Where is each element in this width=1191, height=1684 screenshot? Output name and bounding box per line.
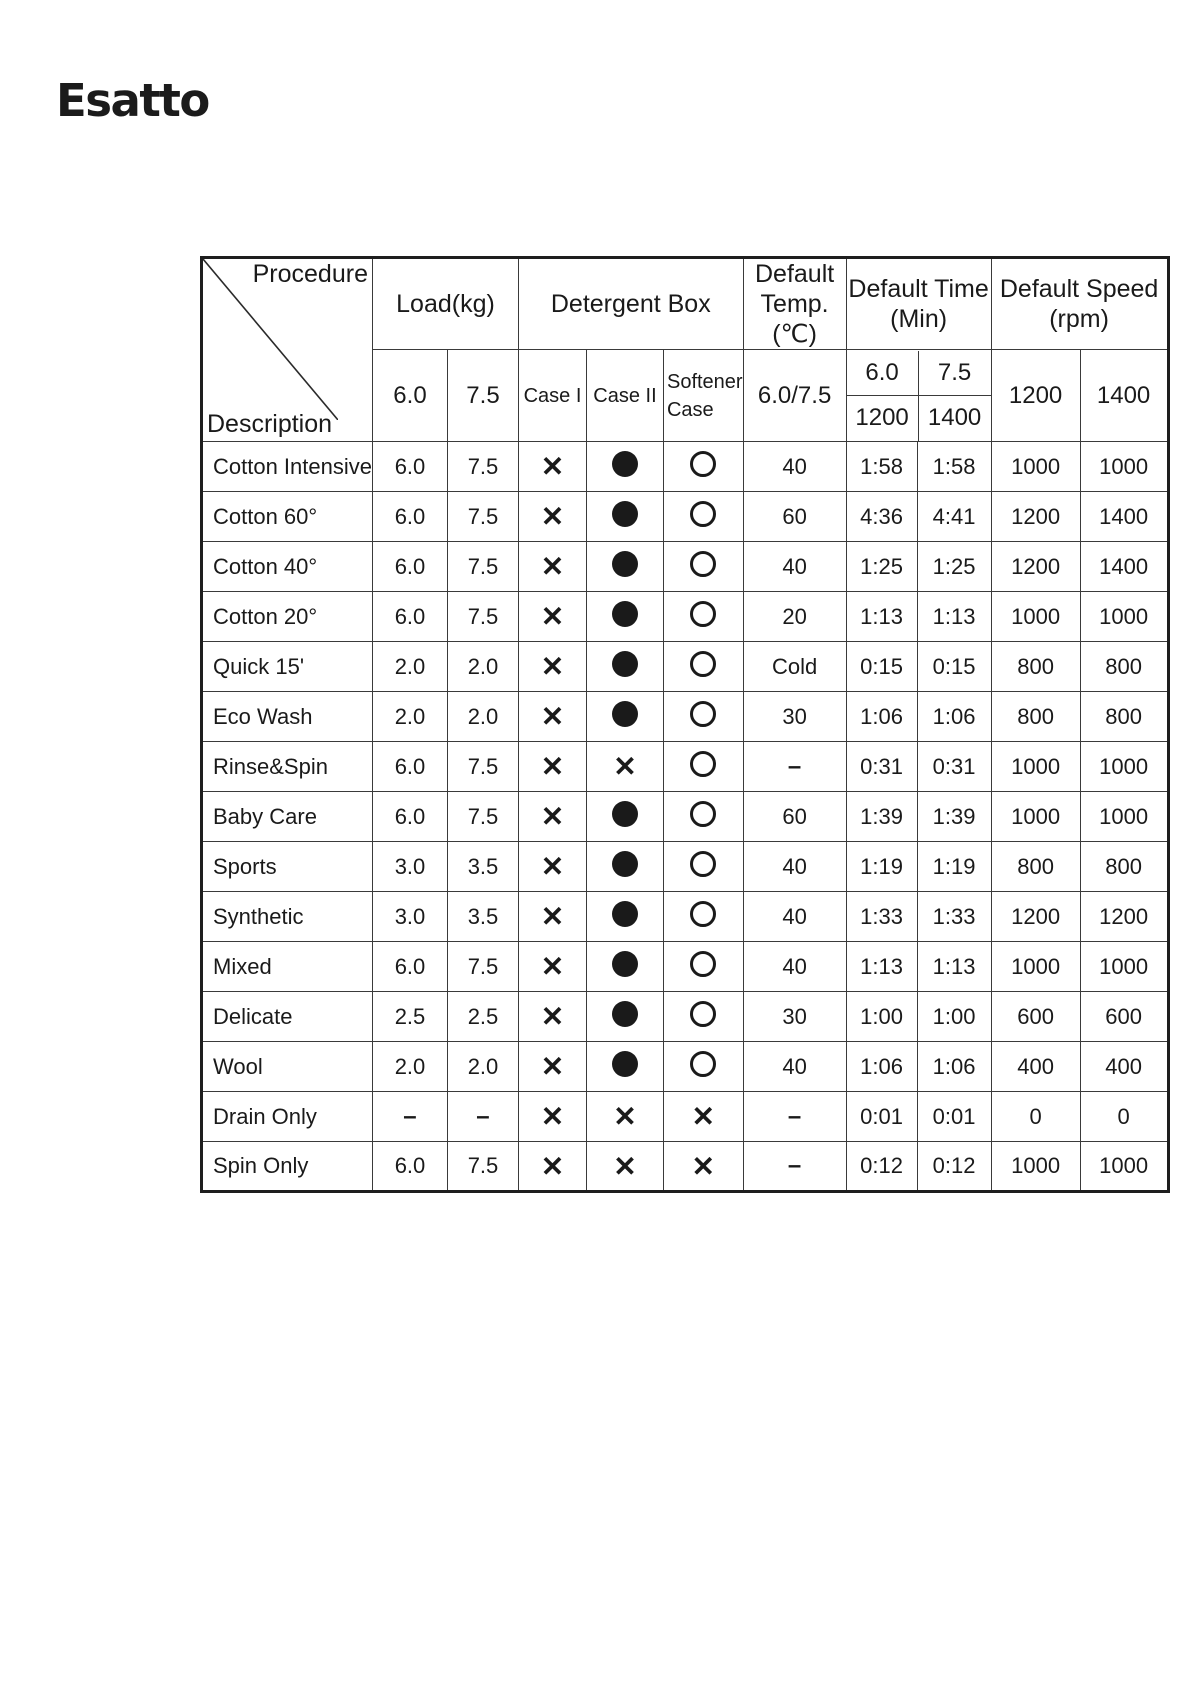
time75-cell: 1:19 (917, 842, 991, 892)
softener-cell (663, 742, 743, 792)
cross-icon: ✕ (540, 1150, 565, 1182)
program-name-cell: Cotton 20° (202, 592, 373, 642)
time60-cell: 1:19 (846, 842, 917, 892)
program-name-cell: Cotton Intensive (202, 442, 373, 492)
cross-icon: ✕ (540, 1051, 565, 1082)
softener-cell (663, 1092, 743, 1142)
cross-icon: ✕ (540, 751, 565, 782)
temp-cell: 30 (743, 692, 846, 742)
case2-cell (586, 742, 663, 792)
time60-cell: 1:13 (846, 592, 917, 642)
hollow-circle-icon (690, 701, 716, 727)
program-table (200, 256, 1170, 1193)
hollow-circle-icon (690, 1001, 716, 1027)
softener-header (663, 350, 743, 442)
temp-cell: 40 (743, 442, 846, 492)
load75-cell: 2.0 (447, 642, 518, 692)
load60-cell: 2.0 (372, 692, 447, 742)
cross-icon: ✕ (540, 451, 565, 482)
detergent-box-header: Detergent Box (518, 258, 743, 350)
time60-cell: 1:33 (846, 892, 917, 942)
filled-circle-icon (612, 851, 638, 877)
case2-cell (586, 842, 663, 892)
speed1200-cell: 1200 (991, 492, 1080, 542)
time-subheader-table (847, 351, 991, 441)
time75-cell: 0:12 (917, 1142, 991, 1192)
temp-cell: 40 (743, 892, 846, 942)
table-row (202, 1092, 1169, 1142)
program-table-wrapper (200, 256, 1170, 1193)
time60-cell: 0:01 (846, 1092, 917, 1142)
case2-cell (586, 642, 663, 692)
time75-cell: 1:13 (917, 942, 991, 992)
time-75-header: 7.5 (918, 351, 991, 396)
time75-cell: 4:41 (917, 492, 991, 542)
load75-cell: 7.5 (447, 792, 518, 842)
load60-cell: – (372, 1092, 447, 1142)
program-name-cell: Baby Care (202, 792, 373, 842)
filled-circle-icon (612, 951, 638, 977)
program-rows (202, 442, 1169, 1192)
cross-icon: ✕ (540, 1101, 565, 1132)
temp-cell: 40 (743, 1042, 846, 1092)
softener-cell (663, 492, 743, 542)
load-header: Load(kg) (372, 258, 518, 350)
time60-cell: 1:00 (846, 992, 917, 1042)
case2-cell (586, 1092, 663, 1142)
default-speed-header (991, 258, 1168, 350)
softener-line2: Case (666, 398, 714, 421)
hollow-circle-icon (690, 551, 716, 577)
cross-icon: ✕ (691, 1101, 716, 1132)
load75-cell: 7.5 (447, 592, 518, 642)
speed1400-cell: 1400 (1080, 492, 1168, 542)
cross-icon: ✕ (613, 751, 637, 782)
temp-cell: – (743, 1142, 846, 1192)
time75-cell: 0:31 (917, 742, 991, 792)
case1-cell (518, 642, 586, 692)
case1-cell (518, 842, 586, 892)
speed1400-cell: 600 (1080, 992, 1168, 1042)
load60-cell: 6.0 (372, 742, 447, 792)
time75-cell: 1:39 (917, 792, 991, 842)
speed1200-cell: 800 (991, 642, 1080, 692)
speed1200-cell: 1000 (991, 442, 1080, 492)
softener-cell (663, 642, 743, 692)
case2-cell (586, 692, 663, 742)
time-75-rpm-header: 1400 (927, 404, 982, 432)
load75-cell: 7.5 (447, 442, 518, 492)
time-60-rpm-header: 1200 (847, 396, 919, 441)
speed1200-cell: 1000 (991, 942, 1080, 992)
program-name-cell: Spin Only (202, 1142, 373, 1192)
softener-cell (663, 792, 743, 842)
table-row (202, 592, 1169, 642)
case1-cell (518, 692, 586, 742)
time60-cell: 1:13 (846, 942, 917, 992)
table-row (202, 992, 1169, 1042)
program-name-cell: Synthetic (202, 892, 373, 942)
time60-cell: 1:25 (846, 542, 917, 592)
hollow-circle-icon (690, 851, 716, 877)
load75-cell: 7.5 (447, 942, 518, 992)
case1-cell (518, 1042, 586, 1092)
speed1400-cell: 1200 (1080, 892, 1168, 942)
load75-cell: 7.5 (447, 742, 518, 792)
case2-cell (586, 442, 663, 492)
default-time-line2: (Min) (890, 305, 948, 333)
default-time-header (846, 258, 991, 350)
softener-cell (663, 692, 743, 742)
table-row (202, 492, 1169, 542)
filled-circle-icon (612, 601, 638, 627)
softener-cell (663, 1042, 743, 1092)
brand-logo: Esatto (56, 74, 209, 127)
speed1200-cell: 1000 (991, 1142, 1080, 1192)
time75-cell: 0:15 (917, 642, 991, 692)
description-label: Description (207, 410, 333, 438)
load75-cell: 3.5 (447, 892, 518, 942)
load60-cell: 2.5 (372, 992, 447, 1042)
time60-cell: 1:06 (846, 692, 917, 742)
cross-icon: ✕ (540, 701, 565, 732)
speed1200-cell: 1000 (991, 792, 1080, 842)
load60-cell: 3.0 (372, 892, 447, 942)
cross-icon: ✕ (613, 1101, 637, 1132)
case2-cell (586, 892, 663, 942)
filled-circle-icon (612, 701, 638, 727)
time75-cell: 1:33 (917, 892, 991, 942)
time75-cell: 1:13 (917, 592, 991, 642)
case1-header: Case I (518, 350, 586, 442)
time75-cell: 1:06 (917, 692, 991, 742)
cross-icon: ✕ (540, 851, 565, 882)
softener-cell (663, 442, 743, 492)
load75-cell: 7.5 (447, 492, 518, 542)
case1-cell (518, 892, 586, 942)
case1-cell (518, 492, 586, 542)
hollow-circle-icon (690, 501, 716, 527)
default-temp-line2: Temp.(℃) (760, 290, 829, 348)
program-name-cell: Quick 15' (202, 642, 373, 692)
time60-cell: 0:12 (846, 1142, 917, 1192)
filled-circle-icon (612, 451, 638, 477)
cross-icon: ✕ (613, 1150, 637, 1182)
speed1400-cell: 1000 (1080, 592, 1168, 642)
cross-icon: ✕ (540, 1001, 565, 1032)
load60-cell: 2.0 (372, 642, 447, 692)
case1-cell (518, 442, 586, 492)
default-time-line1: Default Time (848, 275, 989, 303)
time-60-header: 6.0 (847, 351, 919, 396)
load75-cell: 3.5 (447, 842, 518, 892)
program-name-cell: Mixed (202, 942, 373, 992)
load-75-header: 7.5 (447, 350, 518, 442)
load60-cell: 6.0 (372, 542, 447, 592)
softener-cell (663, 542, 743, 592)
program-name-cell: Drain Only (202, 1092, 373, 1142)
case2-cell (586, 592, 663, 642)
case1-cell (518, 742, 586, 792)
temp-cell: 60 (743, 492, 846, 542)
speed1200-cell: 0 (991, 1092, 1080, 1142)
softener-cell (663, 942, 743, 992)
filled-circle-icon (612, 1001, 638, 1027)
time60-cell: 4:36 (846, 492, 917, 542)
load60-cell: 6.0 (372, 1142, 447, 1192)
program-name-cell: Cotton 40° (202, 542, 373, 592)
speed1400-cell: 1000 (1080, 442, 1168, 492)
load60-cell: 6.0 (372, 592, 447, 642)
case2-cell (586, 792, 663, 842)
load75-cell: 7.5 (447, 1142, 518, 1192)
procedure-label: Procedure (252, 260, 368, 288)
time75-cell: 1:25 (917, 542, 991, 592)
load60-cell: 2.0 (372, 1042, 447, 1092)
time60-cell: 1:58 (846, 442, 917, 492)
hollow-circle-icon (690, 1051, 716, 1077)
temp-cell: – (743, 1092, 846, 1142)
case2-cell (586, 1042, 663, 1092)
hollow-circle-icon (690, 801, 716, 827)
speed1200-cell: 600 (991, 992, 1080, 1042)
table-row (202, 1142, 1169, 1192)
speed1200-cell: 1000 (991, 592, 1080, 642)
speed1200-cell: 1200 (991, 892, 1080, 942)
case2-cell (586, 492, 663, 542)
filled-circle-icon (612, 801, 638, 827)
time60-cell: 1:39 (846, 792, 917, 842)
case1-cell (518, 592, 586, 642)
hollow-circle-icon (690, 451, 716, 477)
speed1400-cell: 1000 (1080, 742, 1168, 792)
program-name-cell: Rinse&Spin (202, 742, 373, 792)
load60-cell: 6.0 (372, 942, 447, 992)
hollow-circle-icon (690, 901, 716, 927)
case2-cell (586, 1142, 663, 1192)
case1-cell (518, 542, 586, 592)
case2-cell (586, 542, 663, 592)
hollow-circle-icon (690, 951, 716, 977)
load60-cell: 6.0 (372, 792, 447, 842)
temp-cell: 40 (743, 942, 846, 992)
speed1400-cell: 1400 (1080, 542, 1168, 592)
cross-icon: ✕ (540, 501, 565, 532)
table-row (202, 842, 1169, 892)
speed1400-cell: 1000 (1080, 1142, 1168, 1192)
case1-cell (518, 992, 586, 1042)
softener-cell (663, 892, 743, 942)
table-row (202, 892, 1169, 942)
softener-cell (663, 1142, 743, 1192)
time60-cell: 1:06 (846, 1042, 917, 1092)
program-name-cell: Cotton 60° (202, 492, 373, 542)
temp-cell: 30 (743, 992, 846, 1042)
table-row (202, 742, 1169, 792)
filled-circle-icon (612, 551, 638, 577)
cross-icon: ✕ (540, 601, 565, 632)
temp-cell: – (743, 742, 846, 792)
table-row (202, 542, 1169, 592)
speed1200-cell: 400 (991, 1042, 1080, 1092)
filled-circle-icon (612, 501, 638, 527)
load75-cell: 2.5 (447, 992, 518, 1042)
speed1200-cell: 1000 (991, 742, 1080, 792)
temp-models-header: 6.0/7.5 (743, 350, 846, 442)
speed1200-cell: 1200 (991, 542, 1080, 592)
load75-cell: – (447, 1092, 518, 1142)
speed1400-cell: 800 (1080, 692, 1168, 742)
speed1400-cell: 800 (1080, 642, 1168, 692)
speed1200-cell: 800 (991, 842, 1080, 892)
table-row (202, 442, 1169, 492)
speed1400-cell: 800 (1080, 842, 1168, 892)
program-name-cell: Sports (202, 842, 373, 892)
default-speed-line2: (rpm) (1049, 305, 1109, 333)
softener-cell (663, 842, 743, 892)
table-row (202, 692, 1169, 742)
case2-cell (586, 992, 663, 1042)
cross-icon: ✕ (540, 801, 565, 832)
default-temp-header (743, 258, 846, 350)
temp-cell: Cold (743, 642, 846, 692)
softener-cell (663, 592, 743, 642)
temp-cell: 40 (743, 542, 846, 592)
load60-cell: 3.0 (372, 842, 447, 892)
cross-icon: ✕ (691, 1150, 716, 1182)
time75-cell: 1:06 (917, 1042, 991, 1092)
hollow-circle-icon (690, 601, 716, 627)
time75-cell: 0:01 (917, 1092, 991, 1142)
case2-cell (586, 942, 663, 992)
load60-cell: 6.0 (372, 442, 447, 492)
time60-cell: 0:15 (846, 642, 917, 692)
program-name-cell: Eco Wash (202, 692, 373, 742)
speed1400-cell: 1000 (1080, 792, 1168, 842)
program-name-cell: Wool (202, 1042, 373, 1092)
cross-icon: ✕ (540, 951, 565, 982)
hollow-circle-icon (690, 751, 716, 777)
speed-1400-header: 1400 (1080, 350, 1168, 442)
case1-cell (518, 792, 586, 842)
load75-cell: 2.0 (447, 1042, 518, 1092)
load60-cell: 6.0 (372, 492, 447, 542)
load-60-header: 6.0 (372, 350, 447, 442)
table-row (202, 1042, 1169, 1092)
program-name-cell: Delicate (202, 992, 373, 1042)
case1-cell (518, 1092, 586, 1142)
table-row (202, 642, 1169, 692)
case2-header: Case II (586, 350, 663, 442)
speed1400-cell: 0 (1080, 1092, 1168, 1142)
time-models-header (846, 350, 991, 442)
time60-cell: 0:31 (846, 742, 917, 792)
case1-cell (518, 1142, 586, 1192)
hollow-circle-icon (690, 651, 716, 677)
temp-cell: 60 (743, 792, 846, 842)
speed1400-cell: 400 (1080, 1042, 1168, 1092)
filled-circle-icon (612, 1051, 638, 1077)
load75-cell: 2.0 (447, 692, 518, 742)
filled-circle-icon (612, 651, 638, 677)
load75-cell: 7.5 (447, 542, 518, 592)
speed1400-cell: 1000 (1080, 942, 1168, 992)
table-row (202, 942, 1169, 992)
temp-cell: 40 (743, 842, 846, 892)
default-speed-line1: Default Speed (999, 275, 1159, 303)
filled-circle-icon (612, 901, 638, 927)
corner-header-cell (202, 258, 373, 442)
temp-cell: 20 (743, 592, 846, 642)
time75-cell: 1:00 (917, 992, 991, 1042)
cross-icon: ✕ (540, 551, 565, 582)
cross-icon: ✕ (540, 651, 565, 682)
case1-cell (518, 942, 586, 992)
table-row (202, 792, 1169, 842)
speed1200-cell: 800 (991, 692, 1080, 742)
softener-line1: Softener (666, 370, 743, 393)
speed-1200-header: 1200 (991, 350, 1080, 442)
softener-cell (663, 992, 743, 1042)
cross-icon: ✕ (540, 901, 565, 932)
default-temp-line1: Default (754, 260, 835, 288)
time75-cell: 1:58 (917, 442, 991, 492)
